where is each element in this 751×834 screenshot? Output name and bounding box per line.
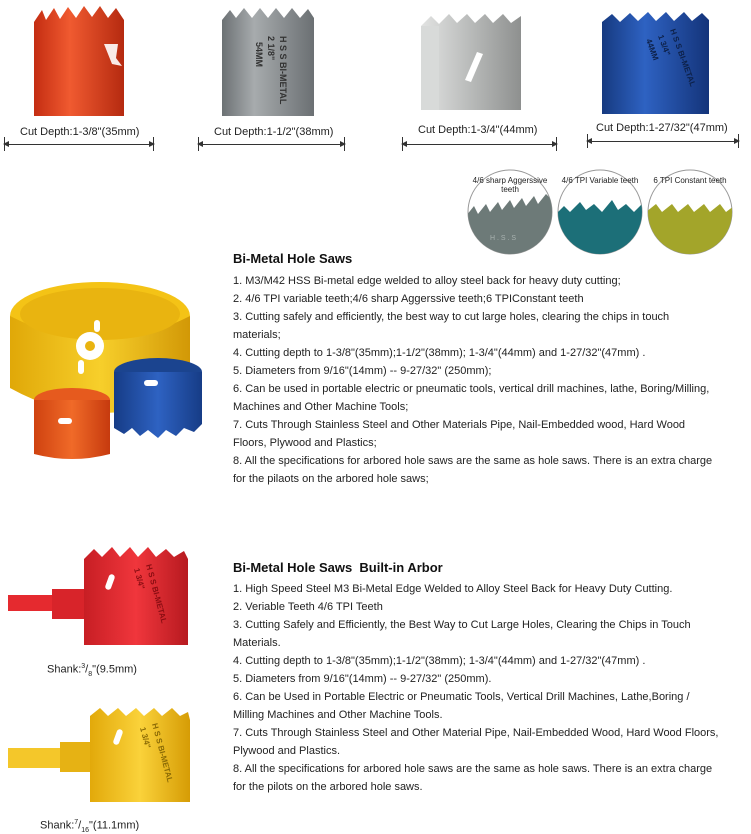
arbor-stamp-text: H S S BI-METAL [144,563,169,625]
saw-stamp-text-blue: H S S BI-METAL [668,27,698,88]
shank-label-9-5mm: $Shank:^3/_8"(9.5mm)$ [47,663,137,678]
list-item: 6. Can be used in portable electric or pneumatic tools, vertical drill machines, lathe, Boring/Milling, [233,383,710,395]
list-item: Milling Machines and Other Machine Tools. [233,709,443,721]
section-title-bi-metal-hole-saws: Bi-Metal Hole Saws [233,251,353,266]
hole-saw-group-image [8,268,220,460]
section-title-built-in-arbor: Bi-Metal Hole Saws Built-in Arbor [233,560,443,575]
saw-stamp-mm: 54MM [254,42,264,68]
shank-suffix: "(9.5mm) [92,663,137,676]
dimension-arrow [402,144,557,145]
list-item: 4. Cutting depth to 1-3/8"(35mm);1-1/2"(38mm); 1-3/4"(44mm) and 1-27/32"(47mm) . [233,347,646,359]
shank-prefix: Shank: [47,663,82,676]
teeth-label-variable [560,176,640,185]
list-item: Plywood and Plastics. [233,745,340,757]
list-item: 3. Cutting Safely and Efficiently, the Best Way to Cut Large Holes, Clearing the Chips in Touch [233,619,691,631]
list-item: 5. Diameters from 9/16"(14mm) -- 9-27/32" (250mm); [233,365,492,377]
teeth-label-text: 4/6 sharp Aggerssive teeth [472,176,548,194]
list-item: 1. High Speed Steel M3 Bi-Metal Edge Welded to Alloy Steel Back for Heavy Duty Cutting. [233,583,673,595]
teeth-label-text: 6 TPI Constant teeth [653,176,727,185]
hole-saw-blue-47mm [598,10,713,118]
list-item: materials; [233,329,281,341]
hole-saw-red-35mm [30,4,130,119]
teeth-label-constant [650,176,730,185]
hole-saw-silver-44mm [417,10,527,120]
list-item: for the pilots on the arbored hole saws. [233,781,423,793]
arbor-stamp-text-yellow: H S S BI-METAL [150,722,175,784]
feature-list-section2 [233,580,718,796]
list-item: Machines and Other Machine Tools; [233,401,409,413]
cut-depth-label: Cut Depth:1-1/2"(38mm) [214,126,334,138]
arbor-saw-yellow-image [6,706,196,806]
list-item: 5. Diameters from 9/16"(14mm) -- 9-27/32" (250mm). [233,673,492,685]
teeth-stamp: H . S . S [490,235,517,242]
teeth-label-aggressive [470,176,550,194]
list-item: 4. Cutting depth to 1-3/8"(35mm);1-1/2"(38mm); 1-3/4"(44mm) and 1-27/32"(47mm) . [233,655,646,667]
cut-depth-label: Cut Depth:1-27/32"(47mm) [596,122,728,134]
list-item: 8. All the specifications for arbored hole saws are the same as hole saws. There is an extra charge [233,763,713,775]
list-item: 3. Cutting safely and efficiently, the best way to cut large holes, clearing the chips in touch [233,311,670,323]
list-item: for the pilaots on the arbored hole saws; [233,473,429,485]
list-item: 2. Veriable Teeth 4/6 TPI Teeth [233,601,383,613]
dimension-arrow [198,144,345,145]
list-item: Floors, Plywood and Plastics; [233,437,377,449]
list-item: 7. Cuts Through Stainless Steel and Other Materials Pipe, Nail-Embedded wood, Hard Wood [233,419,686,431]
saw-stamp-size: 2 1/8" [266,36,276,61]
shank-den: 16 [81,826,90,834]
shank-label-11-1mm: $Shank:^7/_{16}"(11.1mm)$ [40,819,140,834]
cut-depth-label: Cut Depth:1-3/4"(44mm) [418,124,538,136]
arbor-saw-red-image [6,545,196,655]
list-item: 2. 4/6 TPI variable teeth;4/6 sharp Aggerssive teeth;6 TPIConstant teeth [233,293,584,305]
shank-num: 3 [81,663,86,670]
saw-stamp-size-blue: 1 3/4" [656,33,672,57]
shank-suffix: "(11.1mm) [89,819,140,832]
shank-prefix: Shank: [40,819,75,832]
list-item: 7. Cuts Through Stainless Steel and Other Material Pipe, Nail-Embedded Wood, Hard Wood Floors, [233,727,719,739]
cut-depth-label: Cut Depth:1-3/8"(35mm) [20,126,140,138]
list-item: 8. All the specifications for arbored hole saws are the same as hole saws. There is an extra charge [233,455,713,467]
saw-stamp-text: H S S BI-METAL [278,36,288,105]
feature-list-section1 [233,272,712,488]
shank-den: 8 [88,670,93,678]
list-item: 6. Can be Used in Portable Electric or Pneumatic Tools, Vertical Drill Machines, Lathe,Boring / [233,691,690,703]
dimension-arrow [587,141,739,142]
dimension-arrow [4,144,154,145]
list-item: 1. M3/M42 HSS Bi-metal edge welded to alloy steel back for heavy duty cutting; [233,275,621,287]
arbor-stamp-size: 1 3/4" [132,567,147,591]
teeth-label-text: 4/6 TPI Variable teeth [561,176,639,185]
saw-stamp-mm-blue: 44MM [644,37,661,62]
shank-num: 7 [74,819,79,826]
hole-saw-grey-38mm [218,6,318,118]
list-item: Materials. [233,637,281,649]
arbor-stamp-size-yellow: 1 3/4" [138,726,153,750]
